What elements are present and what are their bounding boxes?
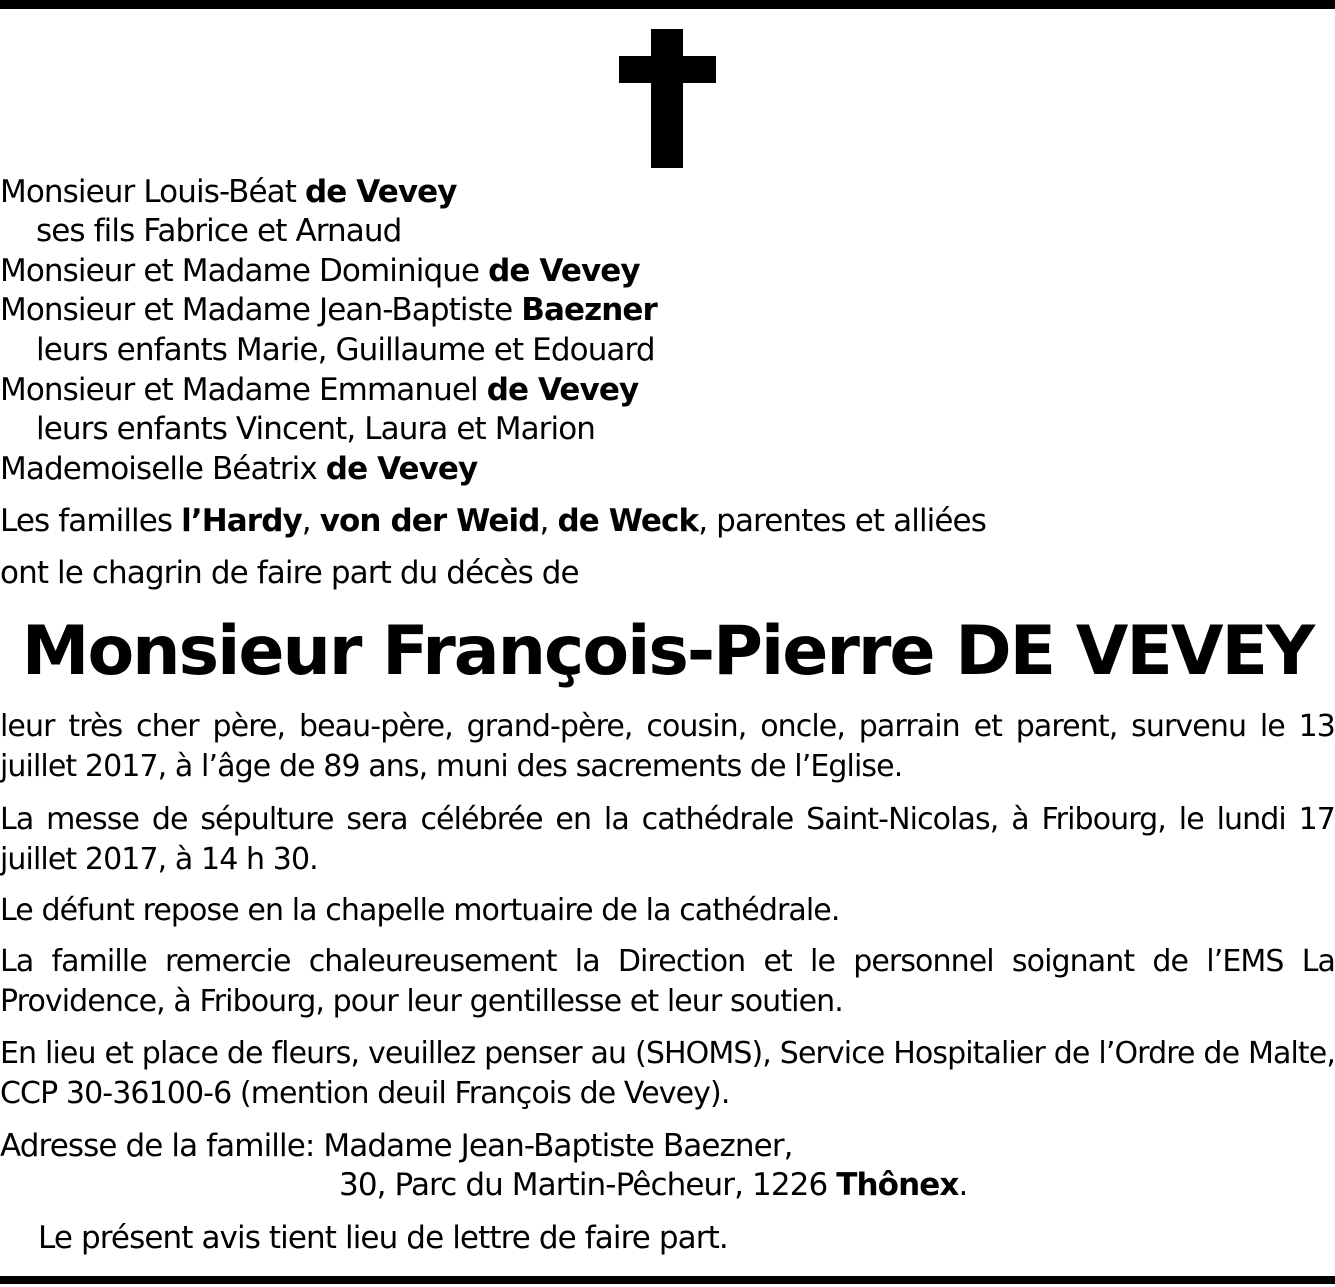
deceased-name: Monsieur François-Pierre DE VEVEY [21,612,1314,691]
rest-paragraph: Le défunt repose en la chapelle mortuaire de la cathédrale. [0,893,840,928]
flowers-paragraph: En lieu et place de fleurs, veuillez penser au (SHOMS), Service Hospitalier de l’Ordre de Malte, CCP 30-36100-6 (mention deuil François de Vevey). [0,1036,1335,1111]
family-line: Monsieur Louis-Béat de Vevey [0,174,457,210]
family-line: Monsieur et Madame Jean-Baptiste Baezner [0,292,657,328]
mass-paragraph: La messe de sépulture sera célébrée en la cathédrale Saint-Nicolas, à Fribourg, le lundi 17 juillet 2017, à 14 h 30. [0,802,1335,877]
family-line: Mademoiselle Béatrix de Vevey [0,451,478,487]
closing-line: Le présent avis tient lieu de lettre de faire part. [38,1220,728,1256]
top-border-rule [0,0,1335,9]
thanks-paragraph: La famille remercie chaleureusement la Direction et le personnel soignant de l’EMS La Providence, à Fribourg, pour leur gentillesse et leur soutien. [0,944,1335,1019]
family-line: leurs enfants Marie, Guillaume et Edouard [36,332,655,368]
families-line: Les familles l’Hardy, von der Weid, de Weck, parentes et alliées [0,503,986,539]
family-line: Monsieur et Madame Emmanuel de Vevey [0,372,639,408]
announce-line: ont le chagrin de faire part du décès de [0,555,579,591]
address-label: Adresse de la famille: Madame Jean-Baptiste Baezner, [0,1128,793,1164]
family-line: leurs enfants Vincent, Laura et Marion [36,411,596,447]
family-line: ses fils Fabrice et Arnaud [36,213,402,249]
relation-paragraph: leur très cher père, beau-père, grand-père, cousin, oncle, parrain et parent, survenu le 13 juillet 2017, à l’âge de 89 ans, muni des sacrements de l’Eglise. [0,709,1335,784]
bottom-border-rule [0,1276,1335,1284]
address-street: 30, Parc du Martin-Pêcheur, 1226 Thônex. [339,1167,968,1203]
family-line: Monsieur et Madame Dominique de Vevey [0,253,640,289]
